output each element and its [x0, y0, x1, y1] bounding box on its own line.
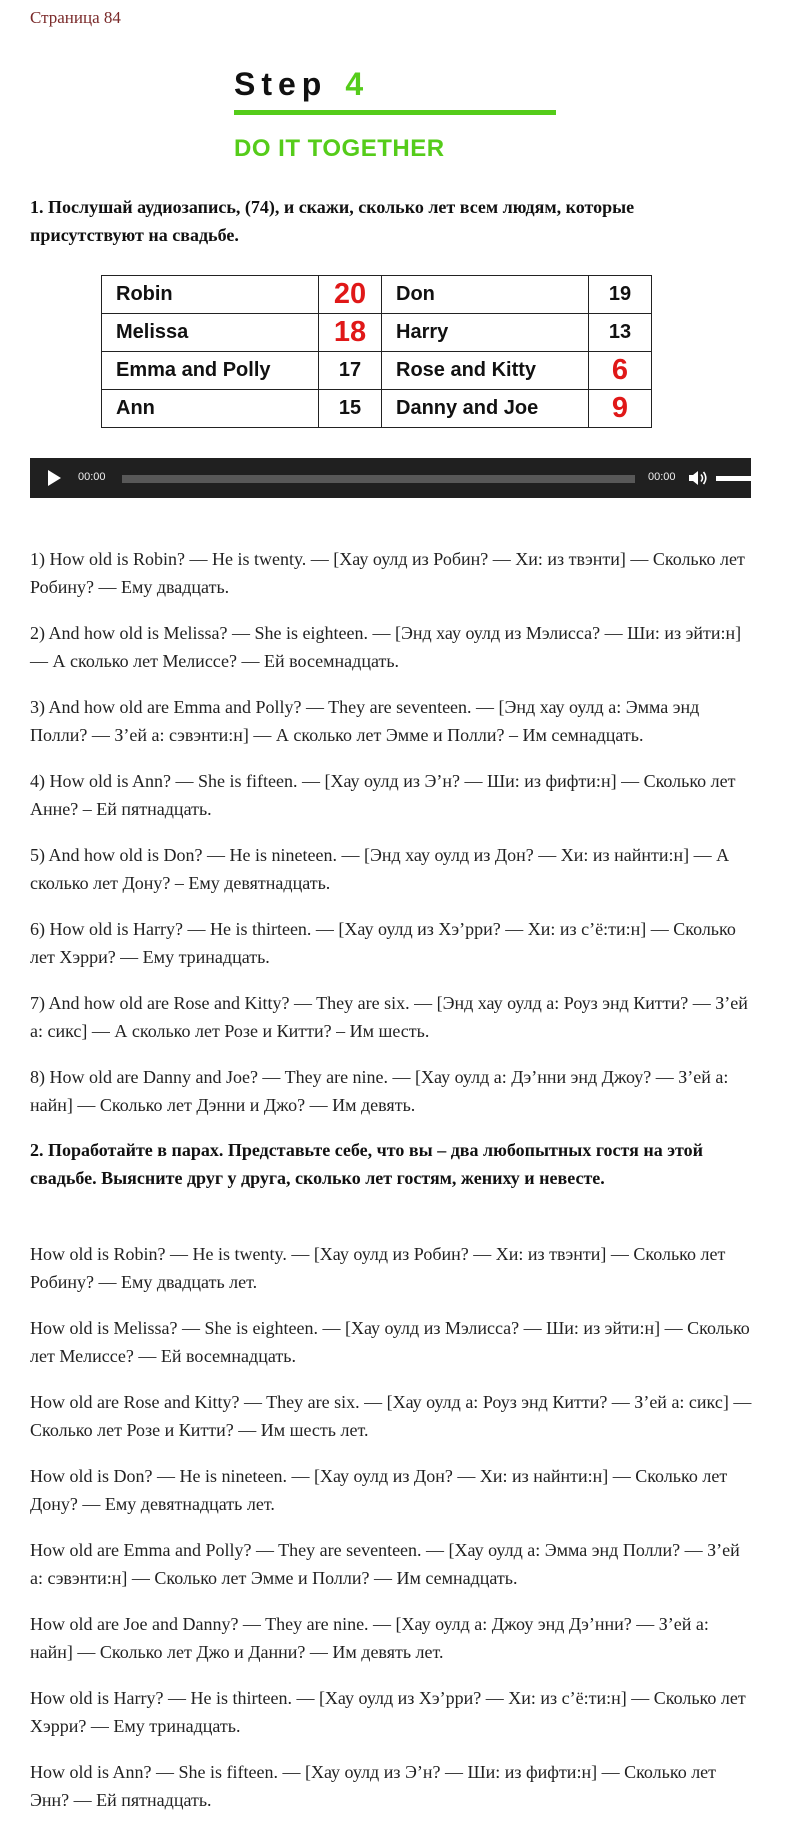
- name-cell: Melissa: [102, 314, 319, 352]
- answer-paragraph: How old is Ann? — She is fifteen. — [Хау оулд из Э’н? — Ши: из фифти:н] — Сколько лет Энн? — Ей пятнадцать.: [30, 1762, 717, 1810]
- answer-paragraph: How old is Don? — He is nineteen. — [Хау оулд из Дон? — Хи: из найнти:н] — Сколько лет Дону? — Ему девятнадцать лет.: [30, 1466, 728, 1514]
- play-icon[interactable]: [48, 470, 61, 486]
- name-cell: Don: [382, 276, 589, 314]
- table-row: [102, 314, 652, 352]
- table-row: [102, 276, 652, 314]
- step-title: [234, 62, 558, 106]
- progress-track[interactable]: [122, 475, 635, 483]
- answer-paragraph: How old is Robin? — He is twenty. — [Хау оулд из Робин? — Хи: из твэнти] — Сколько лет Робину? — Ему двадцать лет.: [30, 1244, 726, 1292]
- answer-paragraph: 1) How old is Robin? — He is twenty. — [Хау оулд из Робин? — Хи: из твэнти] — Сколько лет Робину? — Ему двадцать.: [30, 549, 745, 597]
- task-2-heading: 2. Поработайте в парах. Представьте себе, что вы – два любопытных гостя на этой свадьбе. Выясните друг у друга, сколько лет гостям, жениху и невесте.: [30, 1140, 704, 1188]
- answer-paragraph: How old are Rose and Kitty? — They are six. — [Хау оулд а: Роуз энд Китти? — З’ей а: сикс] — Сколько лет Розе и Китти? — Им шесть лет.: [30, 1392, 752, 1440]
- table-row: [102, 352, 652, 390]
- task-1-heading: 1. Послушай аудиозапись, (74), и скажи, сколько лет всем людям, которые присутствуют на свадьбе.: [30, 197, 635, 245]
- name-cell: Harry: [382, 314, 589, 352]
- age-cell: 15: [319, 390, 382, 428]
- answer-paragraph: 5) And how old is Don? — He is nineteen. — [Энд хау оулд из Дон? — Хи: из найнти:н] — А сколько лет Дону? – Ему девятнадцать.: [30, 845, 730, 893]
- age-cell: 6: [589, 352, 652, 390]
- answer-paragraph: 2) And how old is Melissa? — She is eighteen. — [Энд хау оулд из Мэлисса? — Ши: из эйти:н] — А сколько лет Мелиссе? — Ей восемнадцать.: [30, 623, 742, 671]
- answer-paragraph: How old is Harry? — He is thirteen. — [Хау оулд из Хэ’рри? — Хи: из с’ё:ти:н] — Сколько лет Хэрри? — Ему тринадцать.: [30, 1688, 746, 1736]
- step-subtitle: DO IT TOGETHER: [234, 135, 445, 162]
- age-cell: 17: [319, 352, 382, 390]
- age-cell: 13: [589, 314, 652, 352]
- volume-icon[interactable]: [688, 470, 708, 486]
- step-underline: [234, 110, 556, 115]
- duration: 00:00: [648, 471, 676, 483]
- answer-paragraph: 7) And how old are Rose and Kitty? — They are six. — [Энд хау оулд а: Роуз энд Китти? — З’ей а: сикс] — А сколько лет Розе и Китти? – Им шесть.: [30, 993, 748, 1041]
- name-cell: Danny and Joe: [382, 390, 589, 428]
- answer-paragraph: 6) How old is Harry? — He is thirteen. — [Хау оулд из Хэ’рри? — Хи: из с’ё:ти:н] — Сколько лет Хэрри? — Ему тринадцать.: [30, 919, 736, 967]
- answer-paragraph: 4) How old is Ann? — She is fifteen. — [Хау оулд из Э’н? — Ши: из фифти:н] — Сколько лет Анне? – Ей пятнадцать.: [30, 771, 736, 819]
- name-cell: Robin: [102, 276, 319, 314]
- age-cell: 18: [319, 314, 382, 352]
- page-number-label: Страница 84: [30, 8, 121, 27]
- name-cell: Emma and Polly: [102, 352, 319, 390]
- audio-player: [30, 458, 751, 498]
- age-cell: 9: [589, 390, 652, 428]
- answer-paragraph: 3) And how old are Emma and Polly? — They are seventeen. — [Энд хау оулд а: Эмма энд Полли? — З’ей а: сэвэнти:н] — А сколько лет Эмме и Полли? – Им семнадцать.: [30, 697, 700, 745]
- name-cell: Ann: [102, 390, 319, 428]
- answer-paragraph: How old is Melissa? — She is eighteen. — [Хау оулд из Мэлисса? — Ши: из эйти:н] — Сколько лет Мелиссе? — Ей восемнадцать.: [30, 1318, 750, 1366]
- step-word: Step: [234, 66, 328, 102]
- step-header: [234, 62, 558, 163]
- volume-slider[interactable]: [716, 476, 765, 481]
- current-time: 00:00: [78, 471, 106, 483]
- ages-table: [101, 275, 652, 428]
- answer-paragraph: How old are Emma and Polly? — They are seventeen. — [Хау оулд а: Эмма энд Полли? — З’ей а: сэвэнти:н] — Сколько лет Эмме и Полли? — Им семнадцать.: [30, 1540, 740, 1588]
- name-cell: Rose and Kitty: [382, 352, 589, 390]
- answer-paragraph: How old are Joe and Danny? — They are nine. — [Хау оулд а: Джоу энд Дэ’нни? — З’ей а: найн] — Сколько лет Джо и Данни? — Им девять лет.: [30, 1614, 709, 1662]
- age-cell: 19: [589, 276, 652, 314]
- table-row: [102, 390, 652, 428]
- step-number: 4: [345, 66, 370, 102]
- answer-paragraph: 8) How old are Danny and Joe? — They are nine. — [Хау оулд а: Дэ’нни энд Джоу? — З’ей а: найн] — Сколько лет Дэнни и Джо? — Им девять.: [30, 1067, 729, 1115]
- age-cell: 20: [319, 276, 382, 314]
